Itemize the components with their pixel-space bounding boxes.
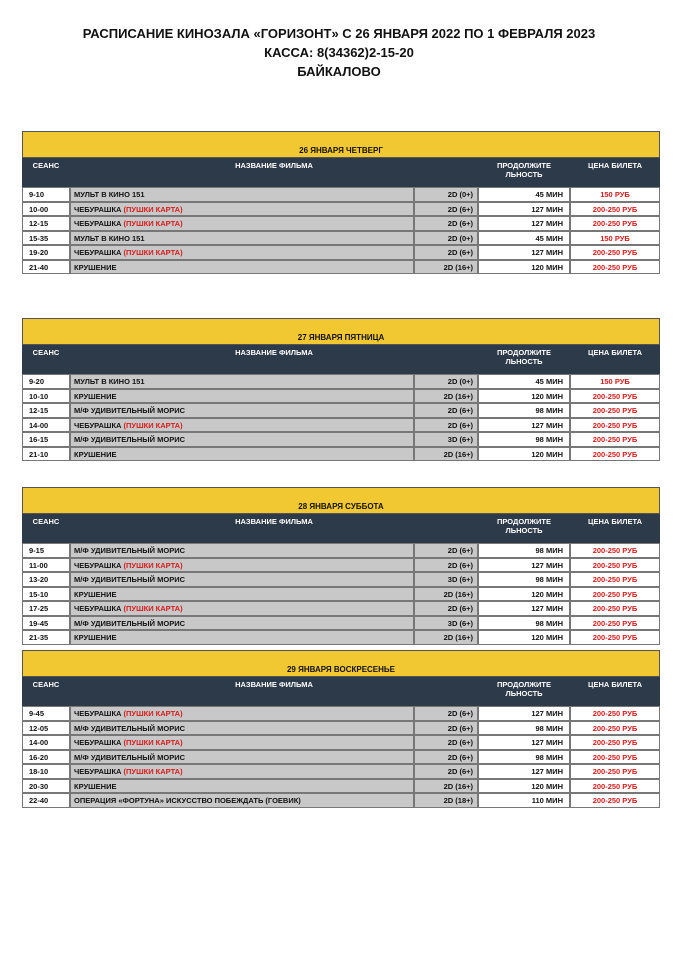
ticket-price: 200-250 РУБ xyxy=(570,260,660,275)
session-time: 11-00 xyxy=(22,558,70,573)
ticket-price: 200-250 РУБ xyxy=(570,418,660,433)
film-duration: 127 МИН xyxy=(478,216,570,231)
film-title xyxy=(70,587,414,602)
day-schedule xyxy=(22,650,660,808)
film-note: (ПУШКИ КАРТА) xyxy=(123,560,183,570)
session-time: 9-15 xyxy=(22,543,70,558)
table-row xyxy=(22,447,660,462)
session-time: 12-15 xyxy=(22,403,70,418)
film-duration: 120 МИН xyxy=(478,587,570,602)
day-schedule xyxy=(22,131,660,274)
film-duration: 127 МИН xyxy=(478,706,570,721)
film-duration: 98 МИН xyxy=(478,432,570,447)
session-time: 14-00 xyxy=(22,418,70,433)
film-duration: 45 МИН xyxy=(478,374,570,389)
table-row xyxy=(22,750,660,765)
session-time: 19-20 xyxy=(22,245,70,260)
session-time: 12-05 xyxy=(22,721,70,736)
ticket-price: 200-250 РУБ xyxy=(570,587,660,602)
film-title xyxy=(70,418,414,433)
table-row xyxy=(22,572,660,587)
film-title xyxy=(70,735,414,750)
session-time: 13-20 xyxy=(22,572,70,587)
film-title xyxy=(70,793,414,808)
column-header-row xyxy=(22,345,660,374)
film-title xyxy=(70,447,414,462)
film-duration: 120 МИН xyxy=(478,260,570,275)
table-row xyxy=(22,403,660,418)
session-time: 9-10 xyxy=(22,187,70,202)
film-format: 2D (6+) xyxy=(414,601,478,616)
session-time: 15-10 xyxy=(22,587,70,602)
ticket-price: 200-250 РУБ xyxy=(570,616,660,631)
film-title xyxy=(70,543,414,558)
ticket-price: 200-250 РУБ xyxy=(570,630,660,645)
film-format: 2D (0+) xyxy=(414,374,478,389)
film-title xyxy=(70,389,414,404)
film-name: МУЛЬТ В КИНО 151 xyxy=(74,233,145,243)
table-row xyxy=(22,793,660,808)
header-phone: КАССА: 8(34362)2-15-20 xyxy=(264,45,414,60)
film-name: М/Ф УДИВИТЕЛЬНЫЙ МОРИС xyxy=(74,406,186,415)
column-header-duration: ПРОДОЛЖИТЕ ЛЬНОСТЬ xyxy=(496,680,552,698)
column-header-row xyxy=(22,514,660,543)
film-note: (ПУШКИ КАРТА) xyxy=(123,204,183,214)
film-duration: 120 МИН xyxy=(478,779,570,794)
film-name: ЧЕБУРАШКА xyxy=(74,248,122,257)
film-note: (ПУШКИ КАРТА) xyxy=(123,767,183,776)
film-duration: 127 МИН xyxy=(478,418,570,433)
ticket-price: 200-250 РУБ xyxy=(570,543,660,558)
column-header-duration: ПРОДОЛЖИТЕ ЛЬНОСТЬ xyxy=(496,517,552,535)
column-header-time: СЕАНС xyxy=(32,348,60,357)
film-format: 2D (6+) xyxy=(414,543,478,558)
table-row xyxy=(22,543,660,558)
ticket-price: 200-250 РУБ xyxy=(570,750,660,765)
table-row xyxy=(22,706,660,721)
day-title: 28 ЯНВАРЯ СУББОТА xyxy=(22,487,660,514)
film-title xyxy=(70,572,414,587)
session-time: 17-25 xyxy=(22,601,70,616)
film-name: КРУШЕНИЕ xyxy=(74,262,117,272)
film-name: МУЛЬТ В КИНО 151 xyxy=(74,377,145,386)
column-header-title: НАЗВАНИЕ ФИЛЬМА xyxy=(235,348,313,357)
film-duration: 98 МИН xyxy=(478,572,570,587)
column-header-row xyxy=(22,677,660,706)
day-schedule xyxy=(22,318,660,461)
film-name: М/Ф УДИВИТЕЛЬНЫЙ МОРИС xyxy=(74,435,186,444)
film-title xyxy=(70,403,414,418)
table-row xyxy=(22,616,660,631)
film-format: 2D (6+) xyxy=(414,418,478,433)
column-header-title: НАЗВАНИЕ ФИЛЬМА xyxy=(235,161,313,170)
table-row xyxy=(22,601,660,616)
film-name: КРУШЕНИЕ xyxy=(74,391,117,401)
film-name: ЧЕБУРАШКА xyxy=(74,604,122,613)
film-title xyxy=(70,616,414,631)
film-format: 3D (6+) xyxy=(414,616,478,631)
session-time: 16-15 xyxy=(22,432,70,447)
film-duration: 45 МИН xyxy=(478,231,570,246)
column-header-time: СЕАНС xyxy=(32,680,60,689)
film-name: М/Ф УДИВИТЕЛЬНЫЙ МОРИС xyxy=(74,723,186,733)
session-time: 21-10 xyxy=(22,447,70,462)
ticket-price: 200-250 РУБ xyxy=(570,793,660,808)
film-name: М/Ф УДИВИТЕЛЬНЫЙ МОРИС xyxy=(74,575,186,584)
film-title xyxy=(70,216,414,231)
table-row xyxy=(22,187,660,202)
film-duration: 127 МИН xyxy=(478,202,570,217)
header-location: БАЙКАЛОВО xyxy=(297,64,381,79)
column-header-row xyxy=(22,158,660,187)
film-name: КРУШЕНИЕ xyxy=(74,449,117,459)
film-title xyxy=(70,706,414,721)
film-title xyxy=(70,202,414,217)
film-note: (ПУШКИ КАРТА) xyxy=(123,604,183,613)
schedule-header xyxy=(0,24,678,81)
film-format: 2D (6+) xyxy=(414,403,478,418)
film-title xyxy=(70,374,414,389)
film-name: КРУШЕНИЕ xyxy=(74,633,117,642)
column-header-title: НАЗВАНИЕ ФИЛЬМА xyxy=(235,517,313,526)
table-row xyxy=(22,260,660,275)
film-format: 2D (16+) xyxy=(414,587,478,602)
film-name: ОПЕРАЦИЯ «ФОРТУНА» ИСКУССТВО ПОБЕЖДАТЬ (ГОЕВИК) xyxy=(74,796,301,805)
column-header-time: СЕАНС xyxy=(32,517,60,526)
session-time: 9-45 xyxy=(22,706,70,721)
ticket-price: 200-250 РУБ xyxy=(570,721,660,736)
session-time: 16-20 xyxy=(22,750,70,765)
table-row xyxy=(22,587,660,602)
table-row xyxy=(22,630,660,645)
table-row xyxy=(22,735,660,750)
ticket-price: 200-250 РУБ xyxy=(570,706,660,721)
day-title: 27 ЯНВАРЯ ПЯТНИЦА xyxy=(22,318,660,345)
film-format: 2D (16+) xyxy=(414,389,478,404)
film-title xyxy=(70,245,414,260)
film-format: 2D (6+) xyxy=(414,558,478,573)
ticket-price: 200-250 РУБ xyxy=(570,572,660,587)
film-duration: 98 МИН xyxy=(478,721,570,736)
film-name: КРУШЕНИЕ xyxy=(74,781,117,791)
column-header-title: НАЗВАНИЕ ФИЛЬМА xyxy=(235,680,313,689)
film-format: 2D (6+) xyxy=(414,750,478,765)
table-row xyxy=(22,418,660,433)
film-format: 2D (6+) xyxy=(414,706,478,721)
session-time: 14-00 xyxy=(22,735,70,750)
column-header-duration: ПРОДОЛЖИТЕ ЛЬНОСТЬ xyxy=(496,348,552,366)
table-row xyxy=(22,779,660,794)
ticket-price: 200-250 РУБ xyxy=(570,403,660,418)
table-row xyxy=(22,558,660,573)
table-row xyxy=(22,389,660,404)
film-note: (ПУШКИ КАРТА) xyxy=(123,219,183,228)
film-format: 2D (6+) xyxy=(414,735,478,750)
ticket-price: 200-250 РУБ xyxy=(570,601,660,616)
ticket-price: 200-250 РУБ xyxy=(570,245,660,260)
ticket-price: 200-250 РУБ xyxy=(570,735,660,750)
session-time: 22-40 xyxy=(22,793,70,808)
film-format: 3D (6+) xyxy=(414,432,478,447)
film-name: ЧЕБУРАШКА xyxy=(74,420,122,430)
film-format: 2D (6+) xyxy=(414,721,478,736)
header-title: РАСПИСАНИЕ КИНОЗАЛА «ГОРИЗОНТ» С 26 ЯНВАРЯ 2022 ПО 1 ФЕВРАЛЯ 2023 xyxy=(82,26,596,41)
film-title xyxy=(70,187,414,202)
film-name: КРУШЕНИЕ xyxy=(74,589,117,599)
table-row xyxy=(22,764,660,779)
session-time: 20-30 xyxy=(22,779,70,794)
session-time: 21-40 xyxy=(22,260,70,275)
film-format: 2D (16+) xyxy=(414,260,478,275)
film-format: 2D (18+) xyxy=(414,793,478,808)
day-title: 26 ЯНВАРЯ ЧЕТВЕРГ xyxy=(22,131,660,158)
film-format: 2D (6+) xyxy=(414,245,478,260)
film-format: 2D (0+) xyxy=(414,231,478,246)
film-name: М/Ф УДИВИТЕЛЬНЫЙ МОРИС xyxy=(74,546,186,555)
film-name: ЧЕБУРАШКА xyxy=(74,767,122,776)
ticket-price: 200-250 РУБ xyxy=(570,558,660,573)
film-note: (ПУШКИ КАРТА) xyxy=(123,738,183,747)
film-note: (ПУШКИ КАРТА) xyxy=(123,709,183,718)
column-header-price: ЦЕНА БИЛЕТА xyxy=(588,517,642,526)
film-format: 2D (16+) xyxy=(414,447,478,462)
film-note: (ПУШКИ КАРТА) xyxy=(123,420,183,430)
film-duration: 127 МИН xyxy=(478,245,570,260)
film-title xyxy=(70,630,414,645)
film-name: ЧЕБУРАШКА xyxy=(74,560,122,570)
column-header-price: ЦЕНА БИЛЕТА xyxy=(588,161,642,170)
film-name: ЧЕБУРАШКА xyxy=(74,204,122,214)
table-row xyxy=(22,216,660,231)
film-format: 2D (6+) xyxy=(414,764,478,779)
film-title xyxy=(70,764,414,779)
film-format: 2D (0+) xyxy=(414,187,478,202)
ticket-price: 150 РУБ xyxy=(570,231,660,246)
film-duration: 45 МИН xyxy=(478,187,570,202)
film-title xyxy=(70,750,414,765)
ticket-price: 200-250 РУБ xyxy=(570,432,660,447)
film-duration: 98 МИН xyxy=(478,750,570,765)
film-duration: 98 МИН xyxy=(478,403,570,418)
film-format: 2D (6+) xyxy=(414,202,478,217)
film-name: ЧЕБУРАШКА xyxy=(74,738,122,747)
film-format: 3D (6+) xyxy=(414,572,478,587)
ticket-price: 150 РУБ xyxy=(570,187,660,202)
film-duration: 127 МИН xyxy=(478,764,570,779)
session-time: 18-10 xyxy=(22,764,70,779)
film-name: М/Ф УДИВИТЕЛЬНЫЙ МОРИС xyxy=(74,618,186,628)
session-time: 9-20 xyxy=(22,374,70,389)
session-time: 10-00 xyxy=(22,202,70,217)
ticket-price: 200-250 РУБ xyxy=(570,764,660,779)
film-format: 2D (16+) xyxy=(414,779,478,794)
ticket-price: 150 РУБ xyxy=(570,374,660,389)
session-time: 21-35 xyxy=(22,630,70,645)
table-row xyxy=(22,202,660,217)
film-name: МУЛЬТ В КИНО 151 xyxy=(74,190,145,199)
day-schedule xyxy=(22,487,660,645)
column-header-price: ЦЕНА БИЛЕТА xyxy=(588,348,642,357)
film-name: ЧЕБУРАШКА xyxy=(74,219,122,228)
film-duration: 98 МИН xyxy=(478,543,570,558)
film-format: 2D (6+) xyxy=(414,216,478,231)
ticket-price: 200-250 РУБ xyxy=(570,216,660,231)
ticket-price: 200-250 РУБ xyxy=(570,779,660,794)
column-header-duration: ПРОДОЛЖИТЕ ЛЬНОСТЬ xyxy=(496,161,552,179)
session-time: 12-15 xyxy=(22,216,70,231)
session-time: 19-45 xyxy=(22,616,70,631)
column-header-time: СЕАНС xyxy=(32,161,60,170)
session-time: 10-10 xyxy=(22,389,70,404)
column-header-price: ЦЕНА БИЛЕТА xyxy=(588,680,642,689)
table-row xyxy=(22,432,660,447)
film-duration: 127 МИН xyxy=(478,558,570,573)
table-row xyxy=(22,231,660,246)
film-title xyxy=(70,231,414,246)
film-name: ЧЕБУРАШКА xyxy=(74,709,122,718)
film-duration: 120 МИН xyxy=(478,447,570,462)
film-duration: 110 МИН xyxy=(478,793,570,808)
film-title xyxy=(70,432,414,447)
day-title: 29 ЯНВАРЯ ВОСКРЕСЕНЬЕ xyxy=(22,650,660,677)
film-title xyxy=(70,721,414,736)
table-row xyxy=(22,374,660,389)
film-name: М/Ф УДИВИТЕЛЬНЫЙ МОРИС xyxy=(74,752,186,762)
film-duration: 98 МИН xyxy=(478,616,570,631)
table-row xyxy=(22,245,660,260)
film-format: 2D (16+) xyxy=(414,630,478,645)
film-duration: 120 МИН xyxy=(478,389,570,404)
session-time: 15-35 xyxy=(22,231,70,246)
film-duration: 127 МИН xyxy=(478,735,570,750)
film-duration: 127 МИН xyxy=(478,601,570,616)
table-row xyxy=(22,721,660,736)
ticket-price: 200-250 РУБ xyxy=(570,202,660,217)
film-title xyxy=(70,260,414,275)
ticket-price: 200-250 РУБ xyxy=(570,447,660,462)
film-title xyxy=(70,558,414,573)
film-title xyxy=(70,779,414,794)
film-duration: 120 МИН xyxy=(478,630,570,645)
film-note: (ПУШКИ КАРТА) xyxy=(123,248,183,257)
film-title xyxy=(70,601,414,616)
ticket-price: 200-250 РУБ xyxy=(570,389,660,404)
